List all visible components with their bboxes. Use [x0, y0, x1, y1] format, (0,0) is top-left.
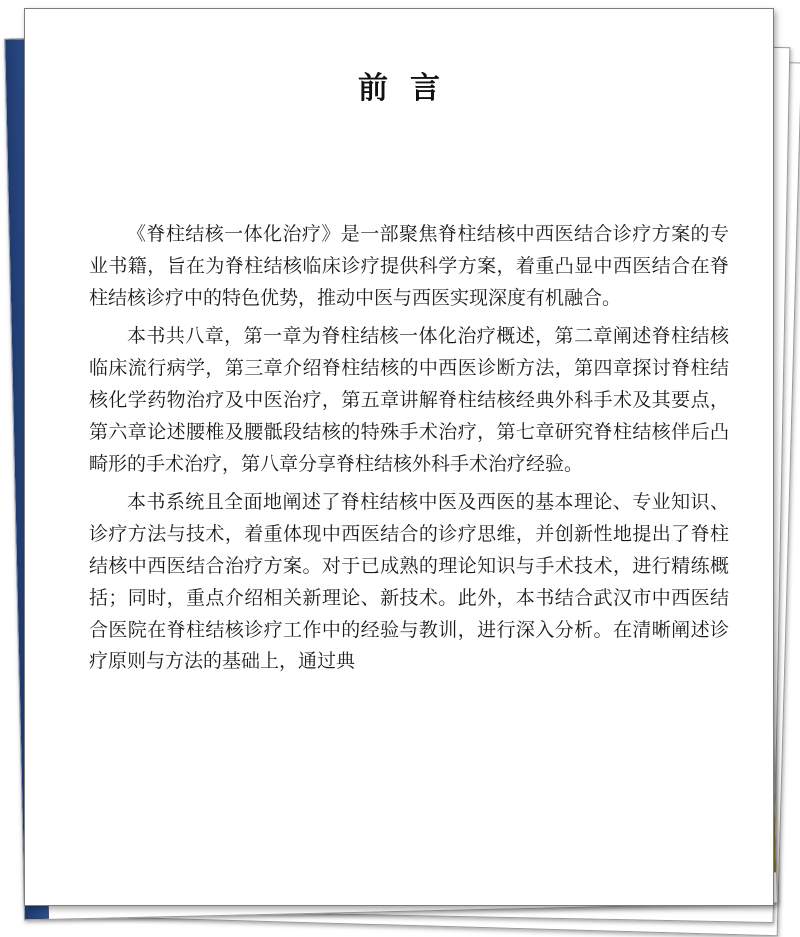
paragraph: 本书共八章，第一章为脊柱结核一体化治疗概述，第二章阐述脊柱结核临床流行病学，第三章介绍脊柱结核的中西医诊断方法，第四章探讨脊柱结核化学药物治疗及中医治疗，第五章讲解脊柱结核经典外科手术及其要点，第六章论述腰椎及腰骶段结核的特殊手术治疗，第七章研究脊柱结核伴后凸畸形的手术治疗，第八章分享脊柱结核外科手术治疗经验。 — [89, 325, 729, 475]
preface-body — [89, 219, 729, 685]
page-title: 前言 — [358, 71, 462, 106]
front-page — [24, 8, 774, 906]
paragraph: 《脊柱结核一体化治疗》是一部聚焦脊柱结核中西医结合诊疗方案的专业书籍，旨在为脊柱结核临床诊疗提供科学方案，着重凸显中西医结合在脊柱结核诊疗中的特色优势，推动中医与西医实现深度有机融合。 — [89, 223, 729, 309]
paragraph: 本书系统且全面地阐述了脊柱结核中医及西医的基本理论、专业知识、诊疗方法与技术，着重体现中西医结合的诊疗思维，并创新性地提出了脊柱结核中西医结合治疗方案。对于已成熟的理论知识与手术技术，进行精练概括；同时，重点介绍相关新理论、新技术。此外，本书结合武汉市中西医结合医院在脊柱结核诊疗工作中的经验与教训，进行深入分析。在清晰阐述诊疗原则与方法的基础上，通过典 — [89, 491, 729, 673]
